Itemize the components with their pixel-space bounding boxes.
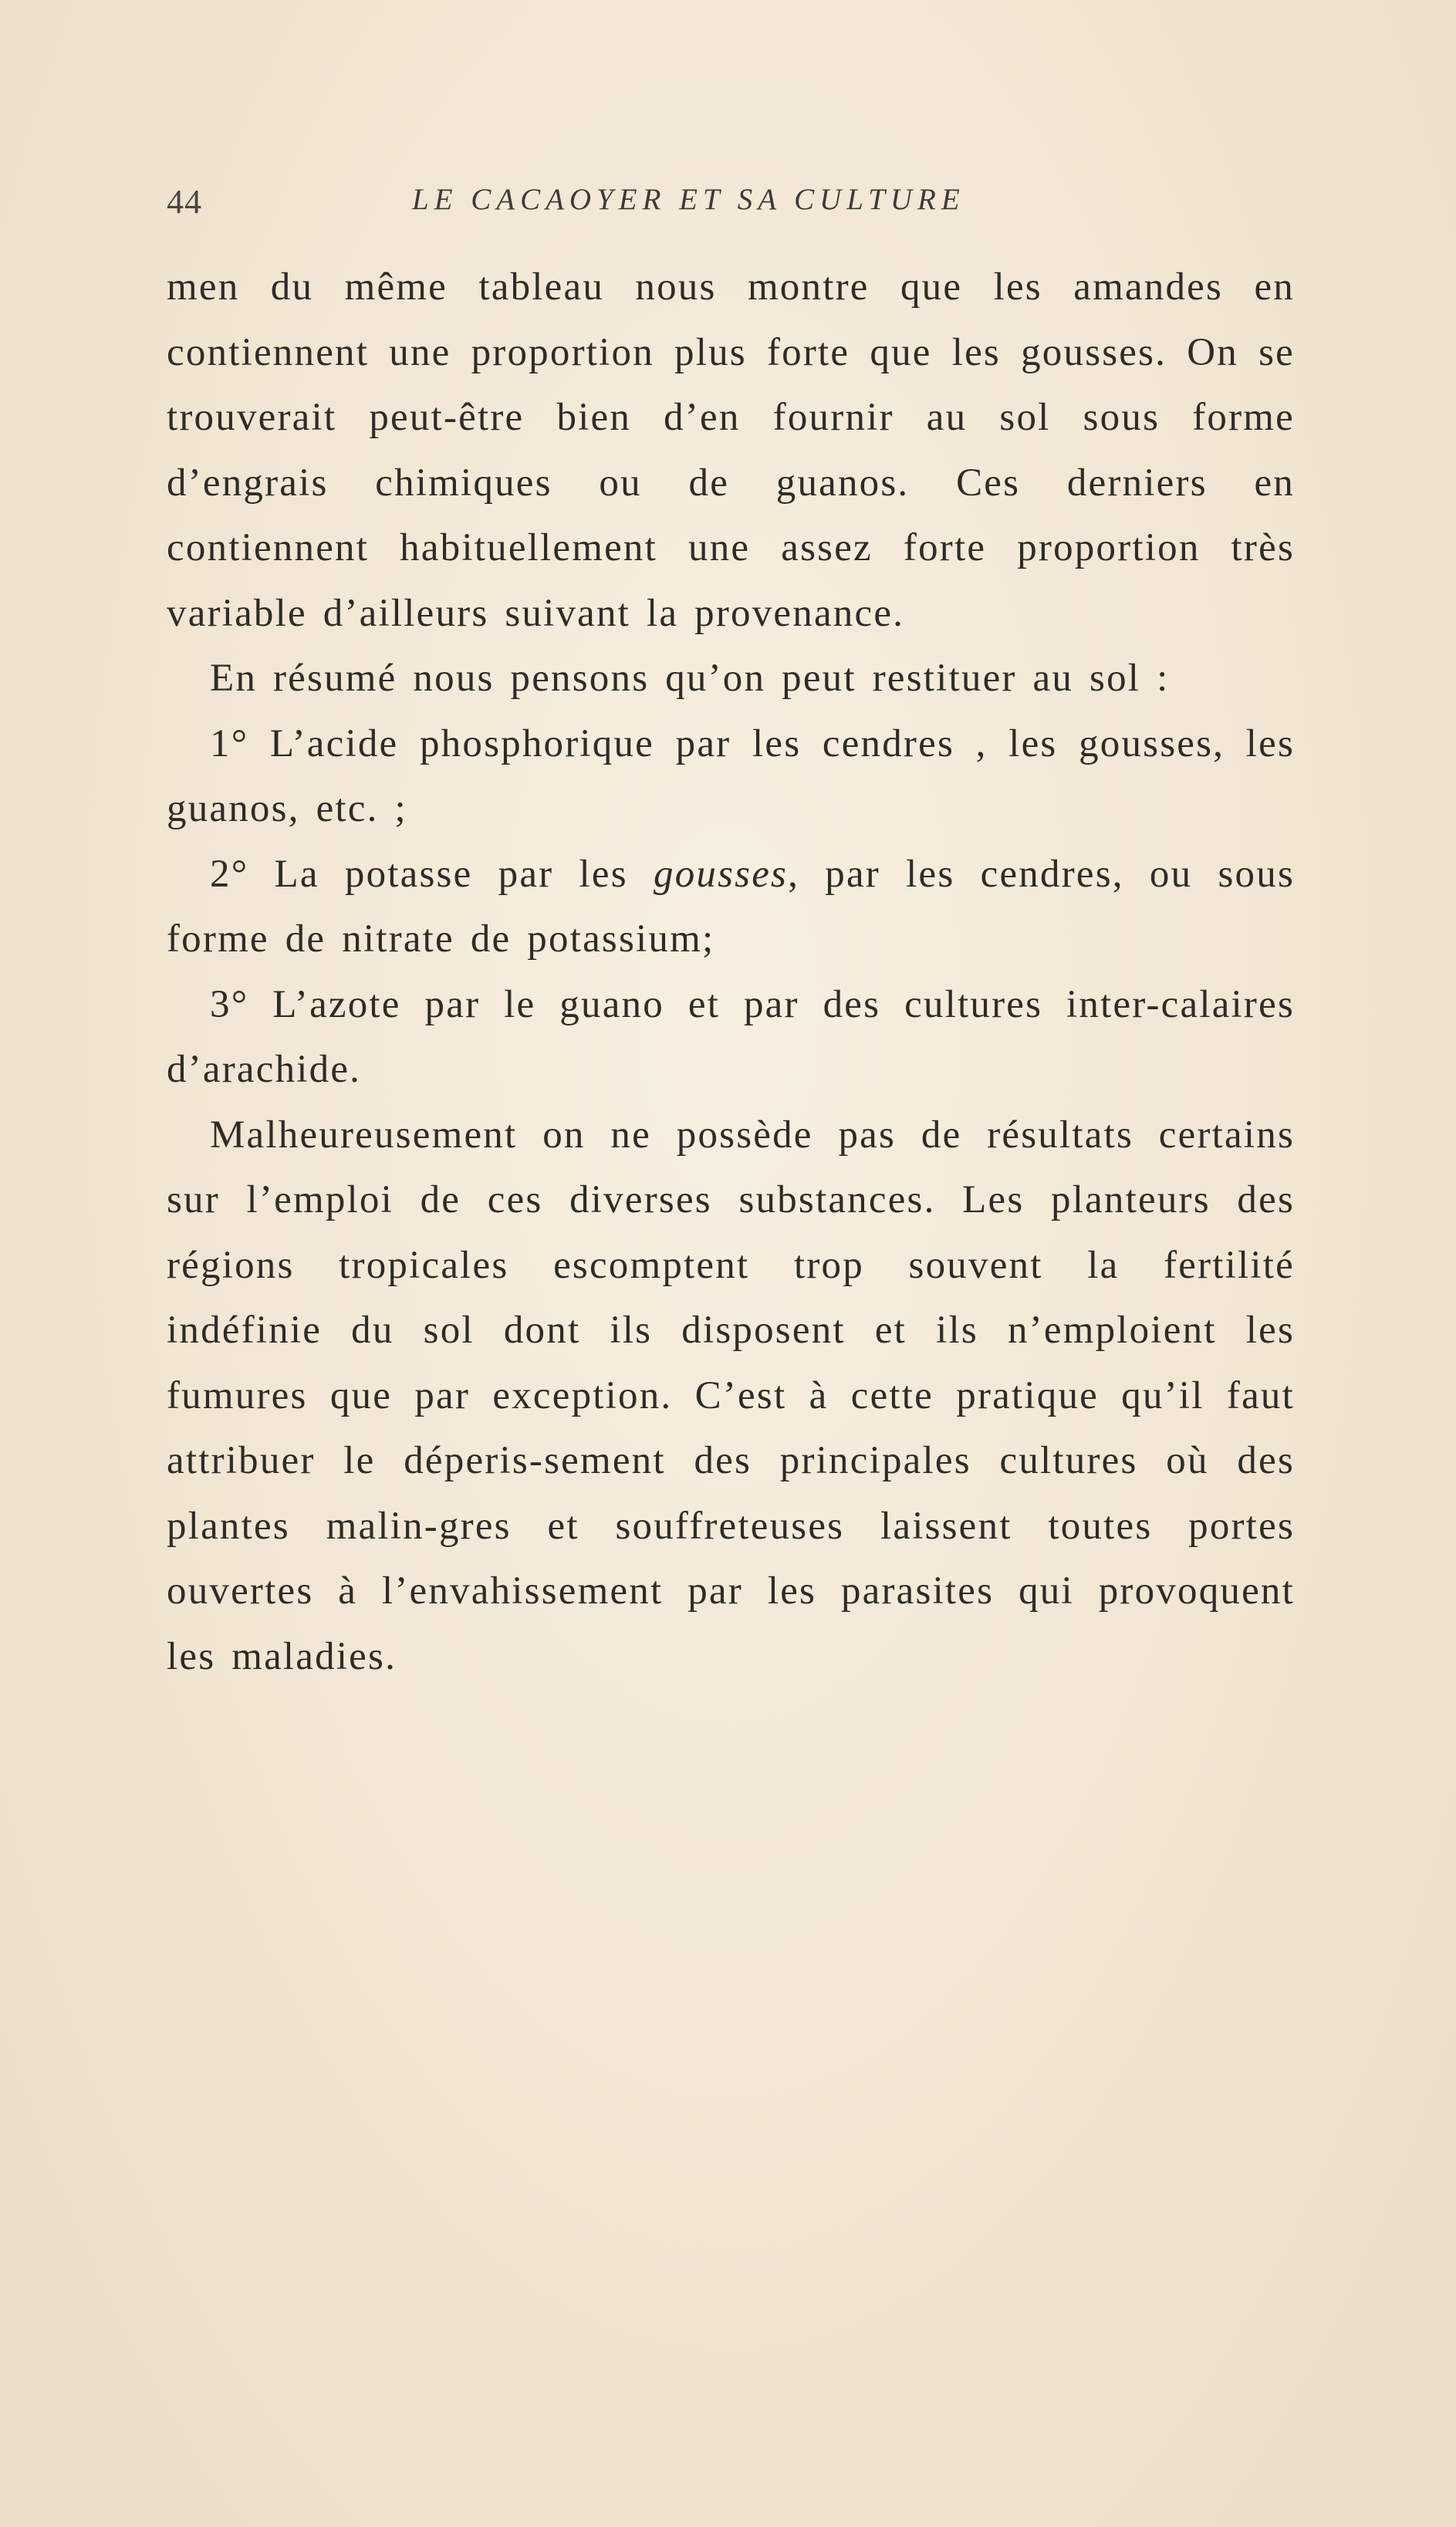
list-item-phosphoric-acid: 1° L’acide phosphorique par les cendres , les gousses, les guanos, etc. ; xyxy=(167,721,1295,830)
list-item-nitrogen: 3° L’azote par le guano et par des cultures inter-calaires d’arachide. xyxy=(167,982,1295,1091)
paragraph-1: men du même tableau nous montre que les amandes en contiennent une proportion plus forte que les gousses. On se trouverait peut-être bien d’en fournir au sol sous forme d’engrais chimiques ou de guanos. Ces derniers en contiennent habituellement une assez forte proportion très variable d’ailleurs suivant la provenance. xyxy=(167,265,1295,635)
list-item-potash xyxy=(167,842,1295,972)
paragraph-2: En résumé nous pensons qu’on peut restituer au sol : xyxy=(210,657,1170,700)
page-header xyxy=(167,182,1295,228)
running-title: LE CACAOYER ET SA CULTURE xyxy=(412,183,965,216)
list-item-potash-before: 2° La potasse par les xyxy=(210,852,654,896)
list-item-potash-after: , par les cendres, ou sous forme de nitrate de potassium; xyxy=(167,852,1296,961)
emphasis-gousses: gousses xyxy=(654,852,789,896)
paragraph-conclusion: Malheureusement on ne possède pas de résultats certains sur l’emploi de ces diverses substances. Les planteurs des régions tropicales escomptent trop souvent la fertilité indéfinie du sol dont ils disposent et ils n’emploient les fumures que par exception. C’est à cette pratique qu’il faut attribuer le déperis-sement des principales cultures où des plantes malin-gres et souffreteuses laissent toutes portes ouvertes à l’envahissement par les parasites qui provoquent les maladies. xyxy=(167,1113,1295,1678)
page-number: 44 xyxy=(167,183,202,221)
body-text xyxy=(167,255,1295,1689)
